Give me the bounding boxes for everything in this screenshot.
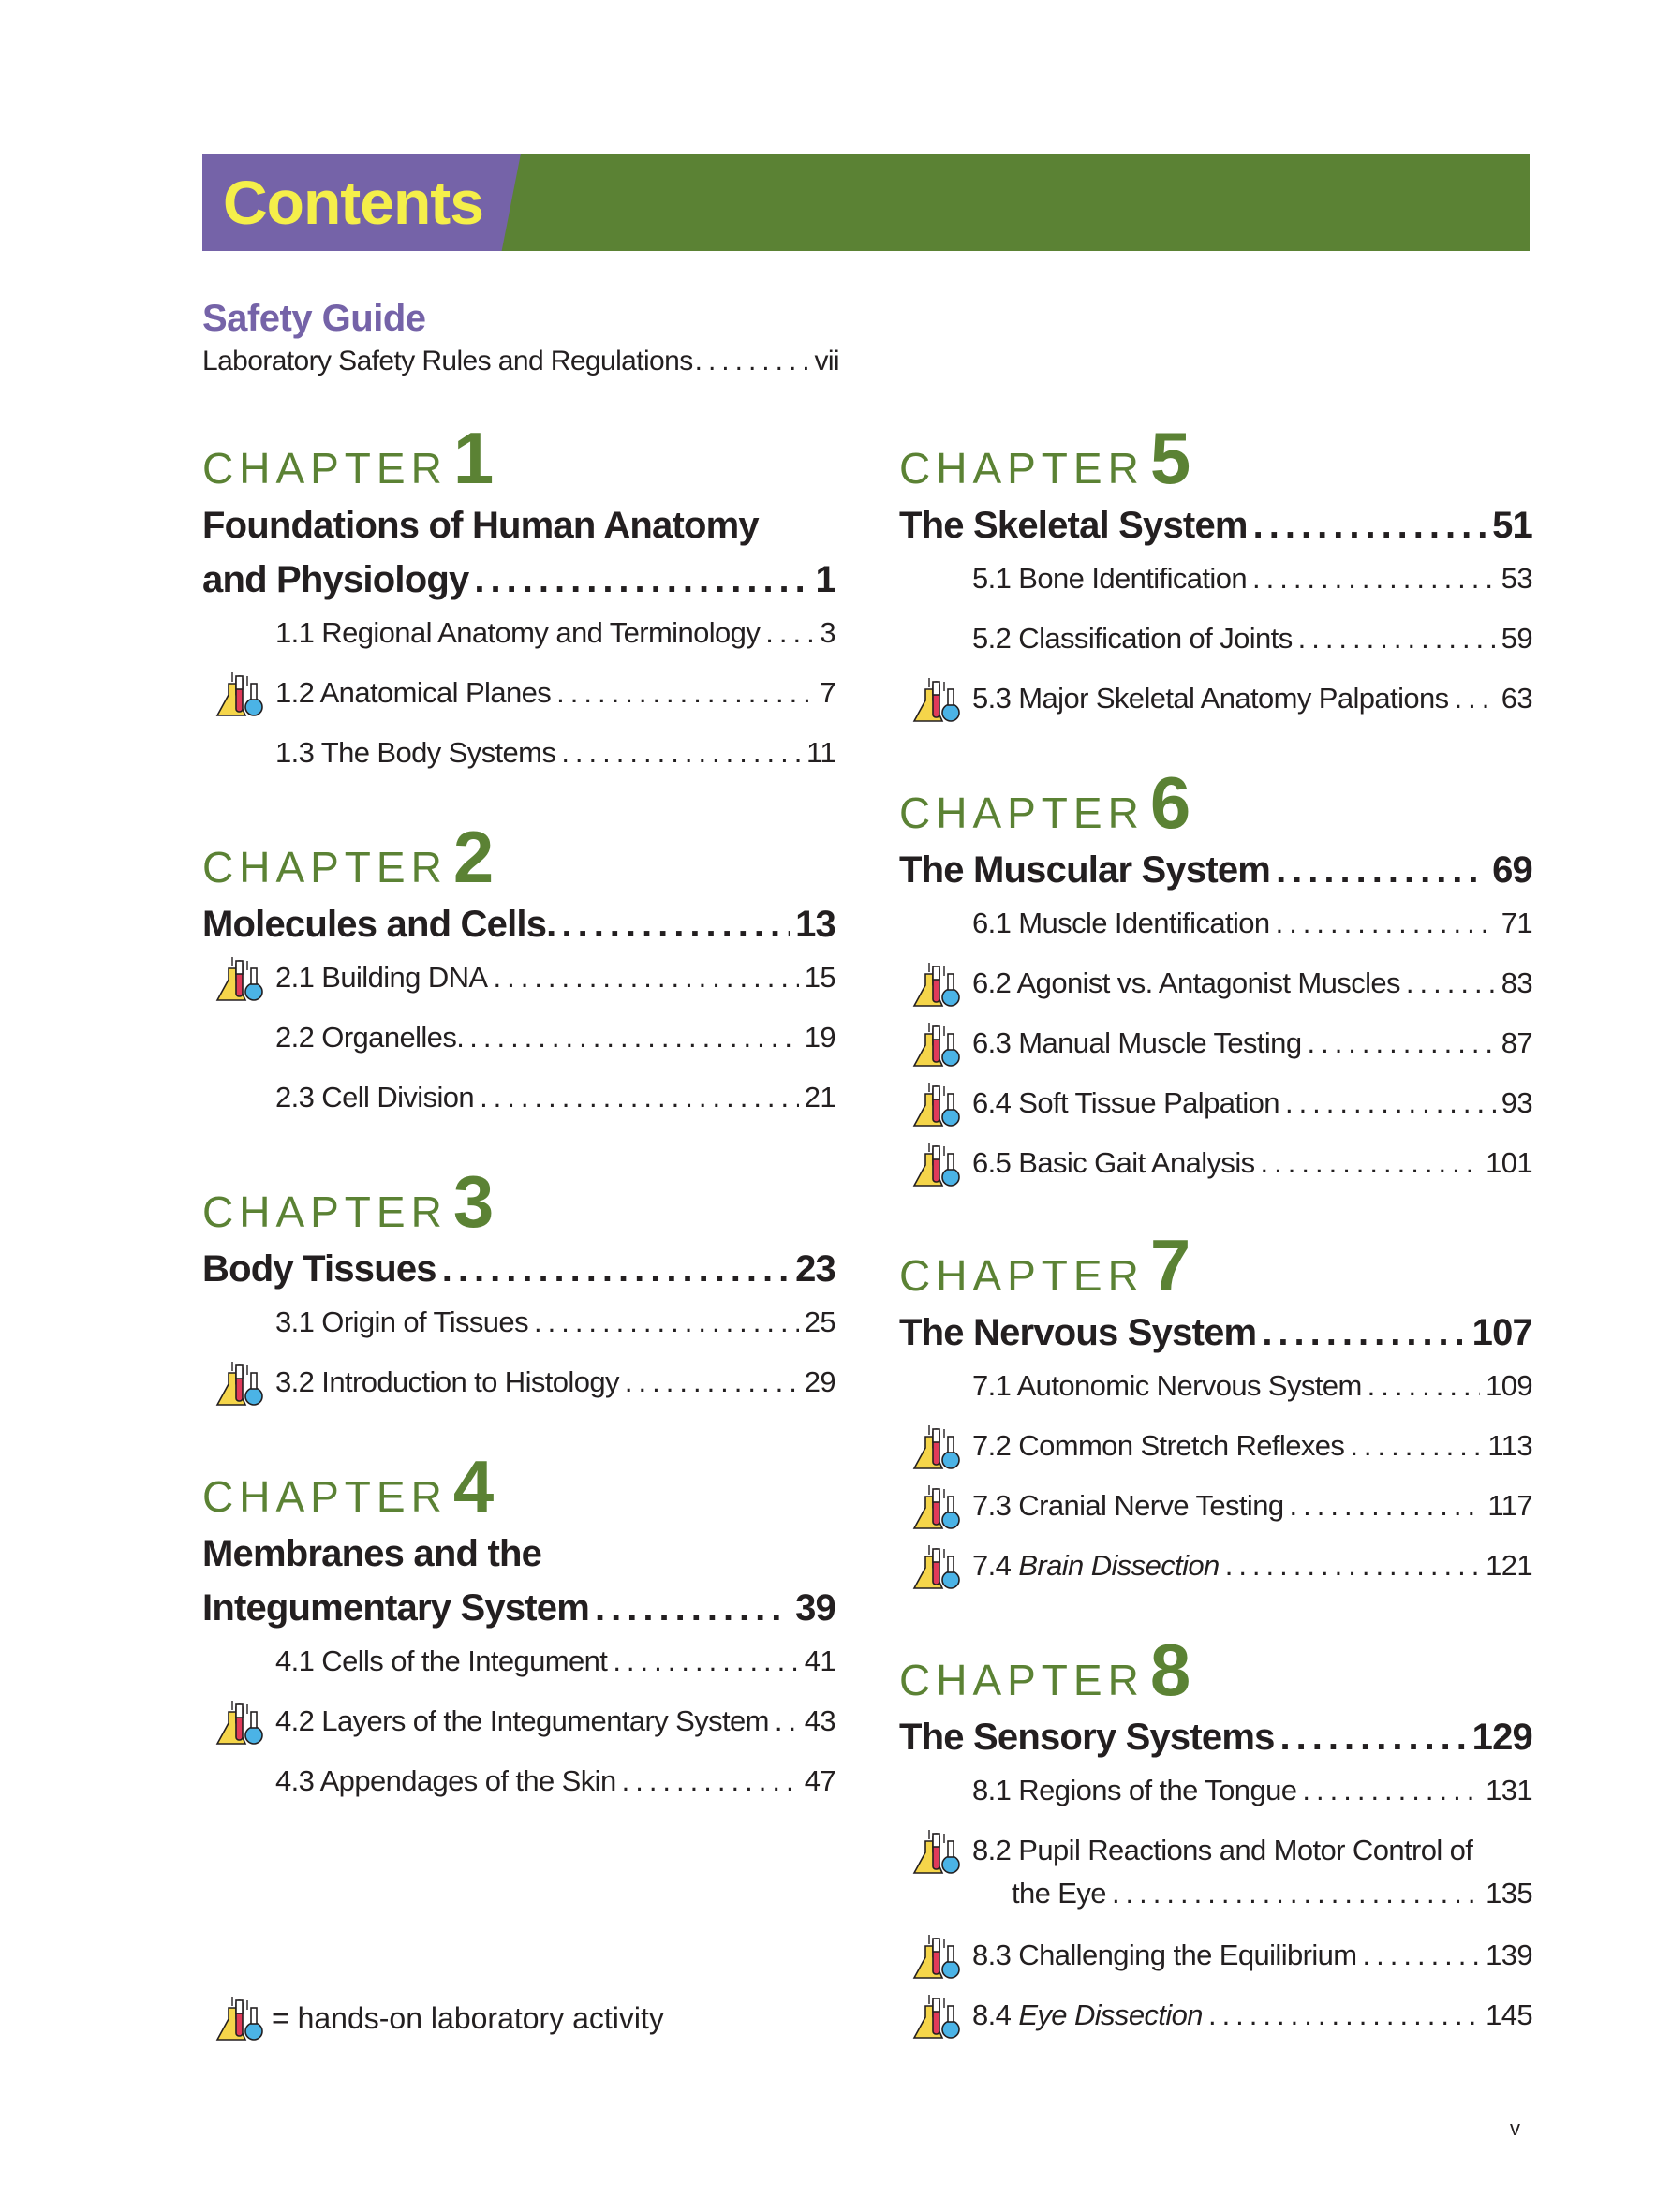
- section-entry[interactable]: [899, 1489, 1532, 1549]
- section-entry[interactable]: [202, 1365, 836, 1425]
- lab-flasks-icon: [214, 671, 266, 717]
- chapter-number: 7: [1149, 1224, 1191, 1306]
- section-title: 6.2 Agonist vs. Antagonist Muscles: [972, 966, 1400, 999]
- chapter-page: 69: [1492, 849, 1532, 891]
- section-title: 2.1 Building DNA: [275, 961, 488, 994]
- section-entry[interactable]: [899, 1026, 1532, 1086]
- lab-flasks-icon: [910, 1141, 963, 1187]
- section-page: 29: [804, 1365, 836, 1398]
- lab-flasks-icon: [910, 1021, 963, 1068]
- section-title: Brain Dissection: [1018, 1549, 1220, 1582]
- section-page: 83: [1501, 966, 1532, 999]
- section-page: 71: [1501, 907, 1532, 939]
- section-title: 7.3 Cranial Nerve Testing: [972, 1489, 1284, 1522]
- page-title: Contents: [223, 168, 483, 237]
- chapter-label: CHAPTER: [899, 444, 1145, 493]
- contents-banner: [202, 154, 1530, 251]
- section-title: 6.3 Manual Muscle Testing: [972, 1026, 1302, 1059]
- lab-flasks-icon: [910, 1483, 963, 1530]
- section-title: Eye Dissection: [1018, 1998, 1203, 2031]
- chapter-number: 8: [1149, 1629, 1191, 1711]
- chapter-7: [899, 1224, 1532, 1609]
- chapter-title-text: Body Tissues: [202, 1248, 436, 1290]
- chapter-title-line[interactable]: [202, 1581, 836, 1635]
- legend: [214, 1995, 664, 2042]
- lab-flasks-icon: [910, 676, 963, 723]
- section-entry[interactable]: [202, 1644, 836, 1704]
- safety-entry-text: Laboratory Safety Rules and Regulations: [202, 346, 693, 376]
- section-title: 1.1 Regional Anatomy and Terminology: [275, 616, 761, 649]
- chapter-number: 5: [1149, 417, 1191, 499]
- section-entry[interactable]: [202, 1305, 836, 1365]
- chapter-1: [202, 417, 836, 796]
- section-entry[interactable]: [202, 736, 836, 796]
- safety-entry-page: vii: [814, 346, 839, 376]
- section-title: 5.2 Classification of Joints: [972, 622, 1293, 655]
- chapter-6: [899, 761, 1532, 1206]
- section-title: 2.3 Cell Division: [275, 1081, 475, 1113]
- section-entry[interactable]: [202, 1704, 836, 1764]
- section-entry[interactable]: [202, 616, 836, 676]
- section-entry[interactable]: [899, 966, 1532, 1026]
- chapter-title-line[interactable]: [202, 897, 836, 951]
- chapter-label: CHAPTER: [202, 1187, 448, 1236]
- section-page: 139: [1486, 1939, 1532, 1971]
- chapter-title-text: The Sensory Systems: [899, 1717, 1275, 1758]
- chapter-5: [899, 417, 1532, 742]
- section-page: 109: [1486, 1369, 1532, 1402]
- chapter-2: [202, 816, 836, 1141]
- chapter-title-text: Integumentary System: [202, 1587, 590, 1629]
- lab-flasks-icon: [910, 1933, 963, 1980]
- chapter-label: CHAPTER: [899, 1251, 1145, 1300]
- chapter-page: 1: [815, 559, 836, 600]
- chapter-title-line[interactable]: [899, 1305, 1532, 1360]
- section-entry[interactable]: [899, 682, 1532, 742]
- section-entry[interactable]: [202, 676, 836, 736]
- section-page: 19: [804, 1021, 836, 1054]
- chapter-number: 2: [452, 816, 495, 898]
- section-page: 135: [1486, 1877, 1532, 1910]
- chapter-page: 51: [1492, 505, 1532, 546]
- lab-flasks-icon: [214, 1699, 266, 1746]
- section-title: 4.2 Layers of the Integumentary System: [275, 1704, 769, 1737]
- section-page: 131: [1486, 1774, 1532, 1806]
- section-title: 6.1 Muscle Identification: [972, 907, 1270, 939]
- section-page: 53: [1501, 562, 1532, 595]
- chapter-title-text: and Physiology: [202, 559, 469, 600]
- safety-heading: Safety Guide: [202, 298, 426, 339]
- section-page: 63: [1501, 682, 1532, 715]
- lab-flasks-icon: [214, 1360, 266, 1407]
- section-page: 3: [820, 616, 836, 649]
- safety-guide: [202, 298, 839, 377]
- section-entry[interactable]: [202, 1021, 836, 1081]
- chapter-title[interactable]: Membranes and the: [202, 1533, 542, 1574]
- chapter-number: 4: [452, 1445, 495, 1527]
- section-title: 5.1 Bone Identification: [972, 562, 1247, 595]
- lab-flasks-icon: [910, 1081, 963, 1128]
- safety-entry[interactable]: [202, 346, 839, 377]
- section-entry[interactable]: [899, 562, 1532, 622]
- chapter-title-line[interactable]: [899, 843, 1532, 897]
- chapter-title[interactable]: Foundations of Human Anatomy: [202, 505, 759, 546]
- section-title: 8.1 Regions of the Tongue: [972, 1774, 1297, 1806]
- section-page: 93: [1501, 1086, 1532, 1119]
- chapter-title-text: The Skeletal System: [899, 505, 1248, 546]
- section-title: 3.1 Origin of Tissues: [275, 1305, 528, 1338]
- section-title: 3.2 Introduction to Histology: [275, 1365, 619, 1398]
- section-entry[interactable]: [899, 1429, 1532, 1489]
- section-entry[interactable]: [899, 1549, 1532, 1609]
- section-number: 8.4: [972, 1998, 1019, 2031]
- section-title: 8.2 Pupil Reactions and Motor Control of: [972, 1834, 1473, 1866]
- section-entry[interactable]: [899, 622, 1532, 682]
- section-entry[interactable]: [899, 1998, 1532, 2058]
- section-entry[interactable]: [899, 1774, 1532, 1834]
- page-number: v: [1510, 2116, 1520, 2140]
- section-number: 7.4: [972, 1549, 1019, 1582]
- section-title: 1.2 Anatomical Planes: [275, 676, 552, 709]
- section-page: 113: [1487, 1429, 1532, 1462]
- lab-flasks-icon: [910, 1423, 963, 1470]
- lab-flasks-icon: [910, 1993, 963, 2040]
- section-page: 41: [804, 1644, 836, 1677]
- section-page: 59: [1501, 622, 1532, 655]
- lab-flasks-icon: [910, 961, 963, 1008]
- chapter-3: [202, 1160, 836, 1425]
- section-entry[interactable]: [899, 1939, 1532, 1998]
- section-title: 4.3 Appendages of the Skin: [275, 1764, 616, 1797]
- chapter-title-text: The Muscular System: [899, 849, 1271, 891]
- section-page: 87: [1501, 1026, 1532, 1059]
- lab-flasks-icon: [910, 1543, 963, 1590]
- chapter-page: 107: [1471, 1312, 1532, 1353]
- section-title: 8.3 Challenging the Equilibrium: [972, 1939, 1357, 1971]
- section-page: 15: [804, 961, 836, 994]
- chapter-page: 129: [1471, 1717, 1532, 1758]
- section-entry[interactable]: [899, 1834, 1532, 1939]
- legend-text: = hands-on laboratory activity: [272, 2000, 664, 2035]
- chapter-title-line[interactable]: [202, 1242, 836, 1296]
- chapter-title-line[interactable]: [202, 553, 836, 607]
- section-title: 7.2 Common Stretch Reflexes: [972, 1429, 1345, 1462]
- chapter-page: 39: [795, 1587, 836, 1629]
- chapter-title-text: The Nervous System: [899, 1312, 1257, 1353]
- chapter-label: CHAPTER: [899, 1656, 1145, 1704]
- section-page: 21: [804, 1081, 836, 1113]
- section-title: 7.1 Autonomic Nervous System: [972, 1369, 1362, 1402]
- section-entry[interactable]: [202, 1081, 836, 1141]
- section-page: 7: [820, 676, 836, 709]
- section-title: 4.1 Cells of the Integument: [275, 1644, 608, 1677]
- section-page: 101: [1486, 1146, 1532, 1179]
- section-entry[interactable]: [899, 907, 1532, 966]
- chapter-title-line[interactable]: [899, 1710, 1532, 1764]
- lab-flasks-icon: [214, 1995, 266, 2042]
- section-title: 5.3 Major Skeletal Anatomy Palpations: [972, 682, 1449, 715]
- chapter-page: 13: [795, 904, 836, 945]
- section-page: 117: [1487, 1489, 1532, 1522]
- chapter-title-text: Molecules and Cells.: [202, 904, 556, 945]
- section-entry[interactable]: [202, 961, 836, 1021]
- section-page: 121: [1486, 1549, 1532, 1582]
- section-page: 145: [1486, 1998, 1532, 2031]
- chapter-4: [202, 1445, 836, 1824]
- chapter-title-line[interactable]: [899, 498, 1532, 553]
- chapter-8: [899, 1629, 1532, 2058]
- section-title: 6.5 Basic Gait Analysis: [972, 1146, 1255, 1179]
- chapter-number: 1: [452, 417, 495, 499]
- section-title-continued: the Eye: [1012, 1877, 1106, 1910]
- chapter-label: CHAPTER: [202, 843, 448, 892]
- lab-flasks-icon: [910, 1828, 963, 1875]
- chapter-label: CHAPTER: [899, 789, 1145, 837]
- section-entry[interactable]: [202, 1764, 836, 1824]
- chapter-number: 6: [1149, 761, 1191, 844]
- section-entry[interactable]: [899, 1086, 1532, 1146]
- lab-flasks-icon: [214, 955, 266, 1002]
- chapter-page: 23: [795, 1248, 836, 1290]
- section-page: 43: [804, 1704, 836, 1737]
- section-title: 1.3 The Body Systems: [275, 736, 556, 769]
- section-title: 6.4 Soft Tissue Palpation: [972, 1086, 1279, 1119]
- section-entry[interactable]: [899, 1369, 1532, 1429]
- chapter-number: 3: [452, 1160, 495, 1243]
- chapter-label: CHAPTER: [202, 1472, 448, 1521]
- section-page: 11: [806, 736, 836, 769]
- section-page: 25: [804, 1305, 836, 1338]
- section-entry[interactable]: [899, 1146, 1532, 1206]
- chapter-label: CHAPTER: [202, 444, 448, 493]
- section-title: 2.2 Organelles.: [275, 1021, 465, 1054]
- section-page: 47: [804, 1764, 836, 1797]
